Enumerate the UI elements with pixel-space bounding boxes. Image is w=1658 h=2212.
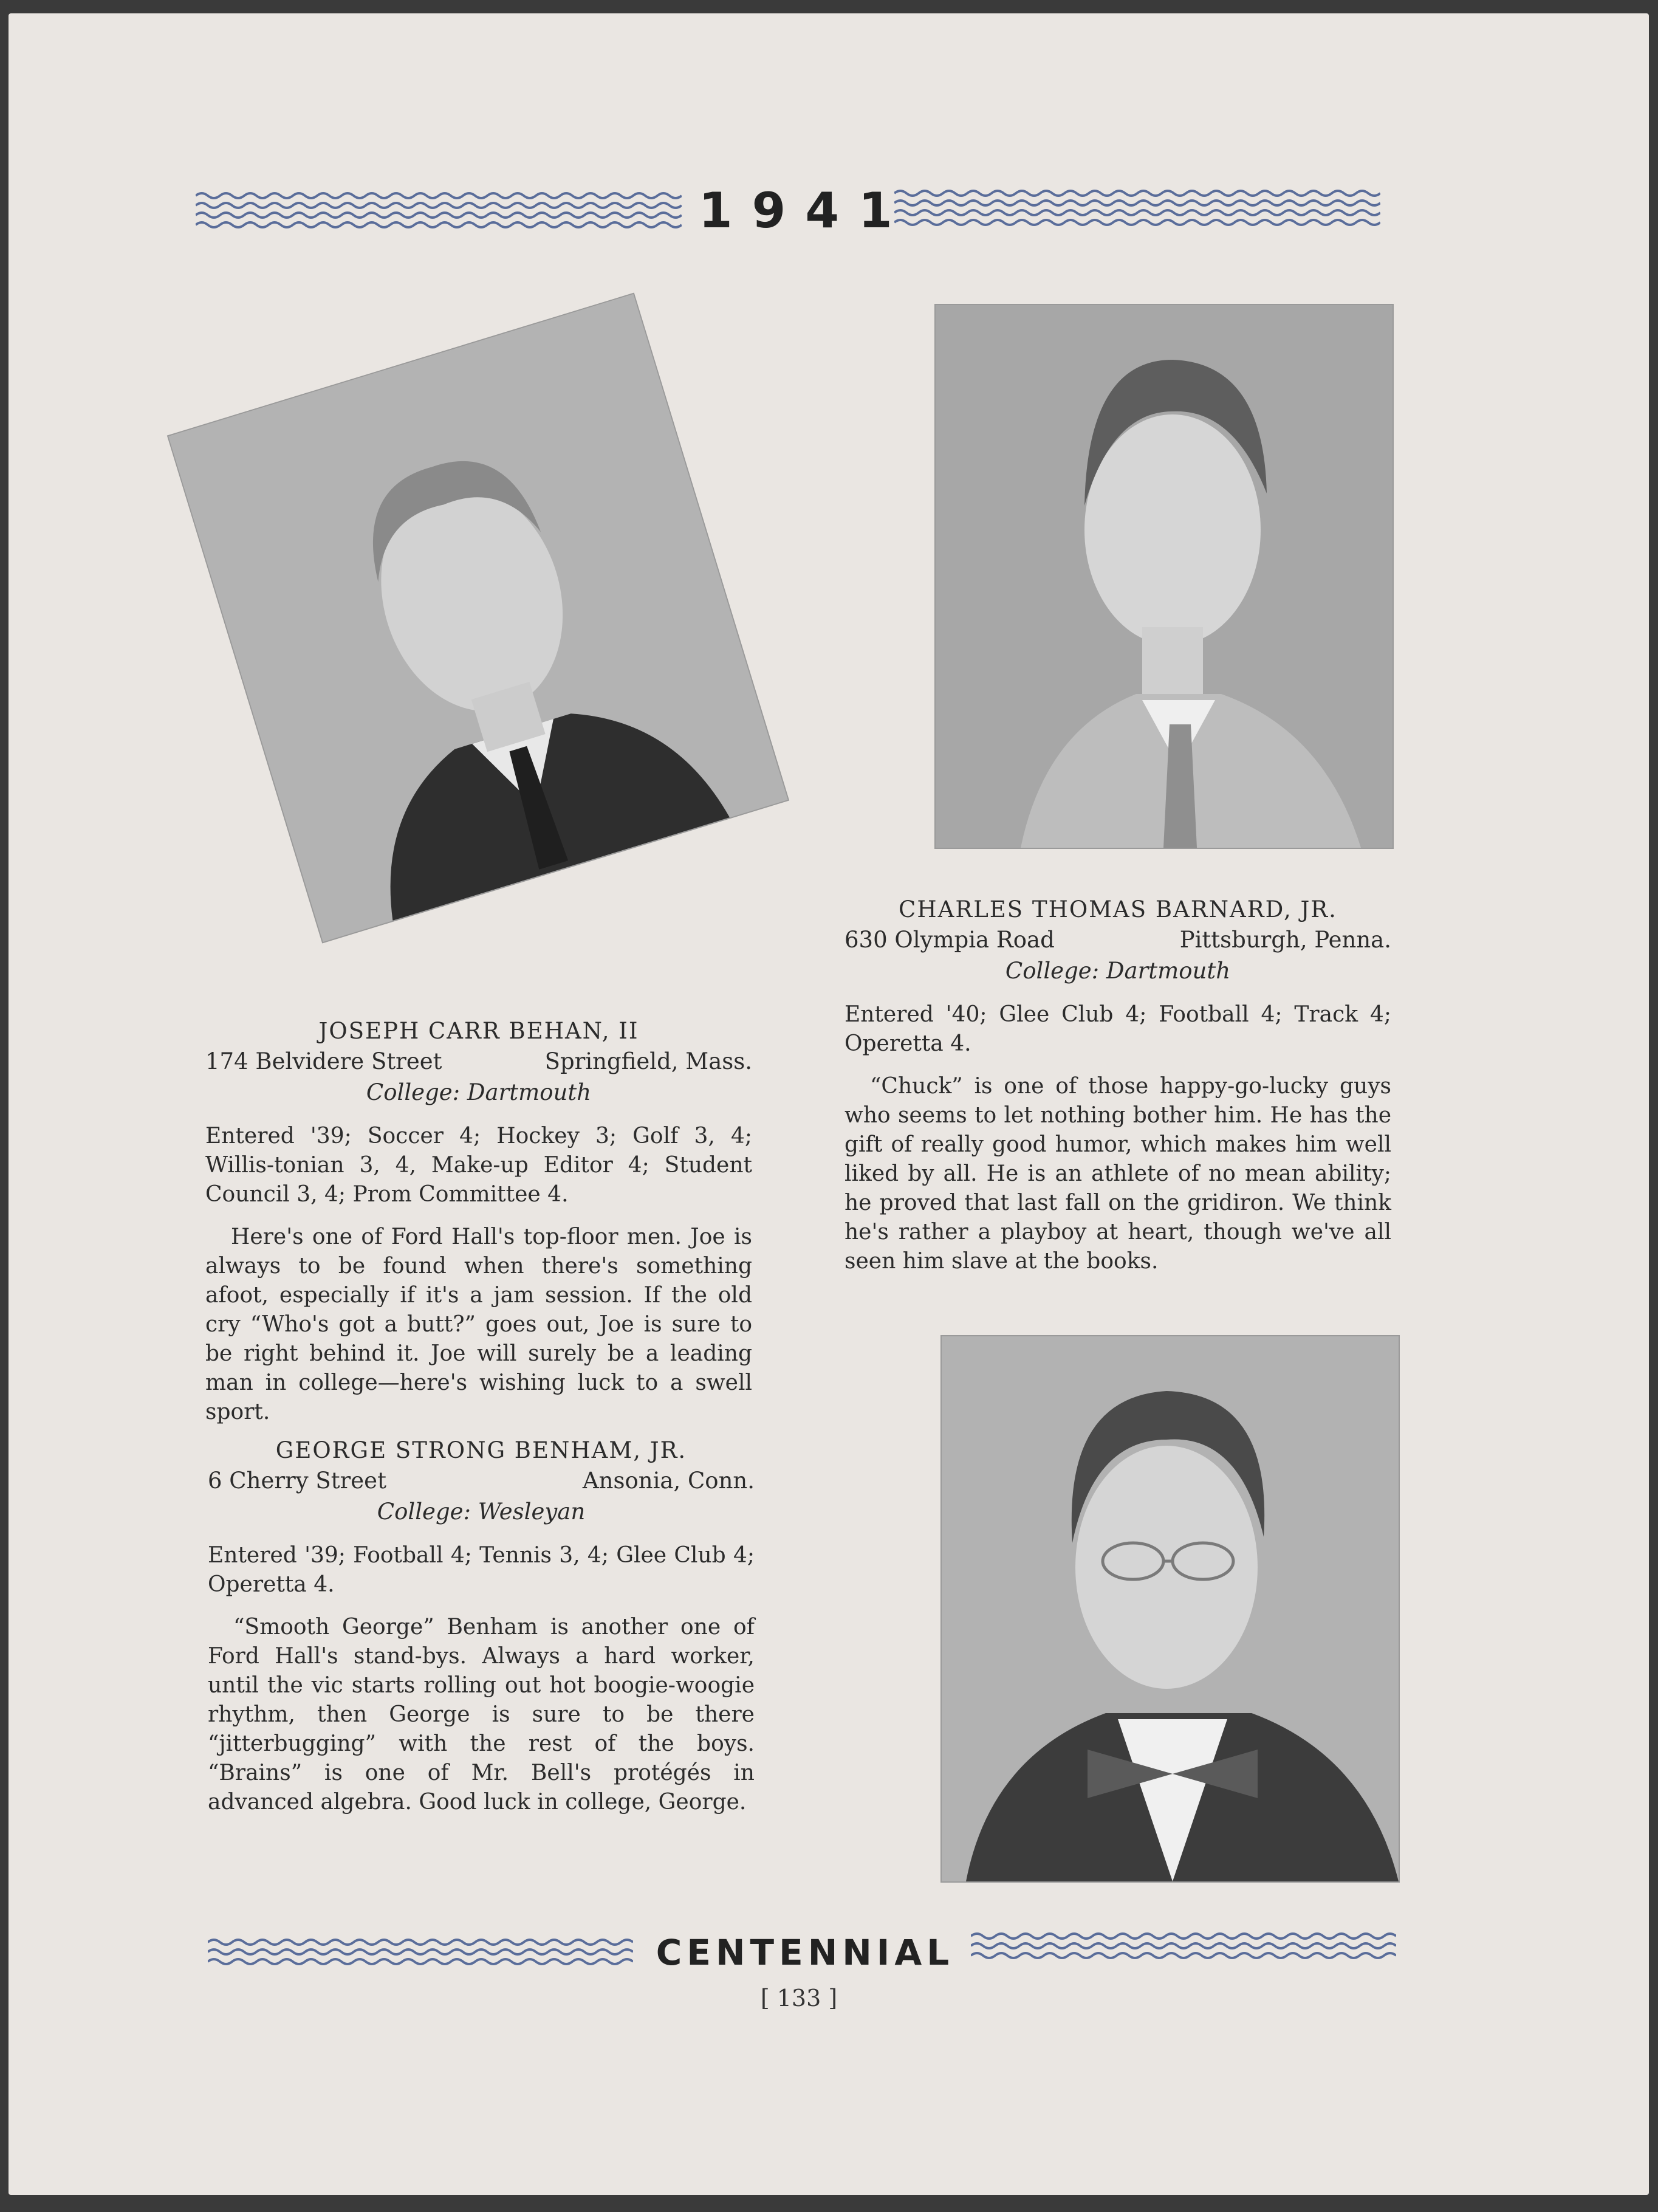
student-address [208, 1466, 755, 1496]
student-activities: Entered '39; Soccer 4; Hockey 3; Golf 3, 4; Willis-tonian 3, 4, Make-up Editor 4; Student Council 3, 4; Prom Committee 4. [205, 1124, 752, 1207]
student-entry-benham [208, 1435, 755, 1817]
header-ornament-left [196, 188, 682, 232]
portrait-photo-barnard [934, 304, 1394, 849]
student-city: Ansonia, Conn. [582, 1468, 755, 1494]
page-number: [ 133 ] [760, 1985, 838, 2011]
student-address [205, 1046, 752, 1077]
student-name: GEORGE STRONG BENHAM, JR. [275, 1437, 687, 1463]
student-city: Springfield, Mass. [544, 1048, 752, 1074]
student-bio: “Chuck” is one of those happy-go-lucky guys who seems to let nothing bother him. He has the gift of really good humor, which makes him well liked by all. He is an athlete of no mean ability; he proved that last fall on the gridiron. We think he's rather a playboy at heart, though we've all seen him slave at the books. [844, 1074, 1391, 1274]
student-bio: “Smooth George” Benham is another one of Ford Hall's stand-bys. Always a hard worker, until the vic starts rolling out hot boogie-woogie rhythm, then George is sure to be there “jitterbugging” with the rest of the boys. “Brains” is one of Mr. Bell's protégés in advanced algebra. Good luck in college, George. [208, 1615, 755, 1815]
portrait-photo-benham [940, 1335, 1400, 1883]
student-college: College: Wesleyan [377, 1499, 586, 1525]
page-year-heading: 1941 [699, 182, 912, 239]
student-city: Pittsburgh, Penna. [1179, 927, 1391, 953]
student-entry-barnard [844, 895, 1391, 1276]
student-entry-behan [205, 1016, 752, 1427]
student-street: 174 Belvidere Street [205, 1048, 442, 1074]
student-name: JOSEPH CARR BEHAN, II [318, 1018, 639, 1044]
student-address [844, 925, 1391, 955]
footer-ornament-right [971, 1930, 1396, 1962]
footer-ornament-left [208, 1936, 633, 1968]
student-activities: Entered '40; Glee Club 4; Football 4; Track 4; Operetta 4. [844, 1002, 1391, 1056]
student-street: 6 Cherry Street [208, 1468, 386, 1494]
student-name: CHARLES THOMAS BARNARD, JR. [899, 896, 1337, 922]
student-street: 630 Olympia Road [844, 927, 1055, 953]
student-college: College: Dartmouth [1005, 958, 1231, 984]
student-college: College: Dartmouth [366, 1079, 592, 1105]
yearbook-title: CENTENNIAL [656, 1932, 954, 1973]
header-ornament-right [894, 186, 1380, 230]
student-activities: Entered '39; Football 4; Tennis 3, 4; Glee Club 4; Operetta 4. [208, 1543, 755, 1597]
student-bio: Here's one of Ford Hall's top-floor men. Joe is always to be found when there's something afoot, especially if it's a jam session. If the old cry “Who's got a butt?” goes out, Joe is sure to be right behind it. Joe will surely be a leading man in college—here's wishing luck to a swell sport. [205, 1224, 752, 1424]
